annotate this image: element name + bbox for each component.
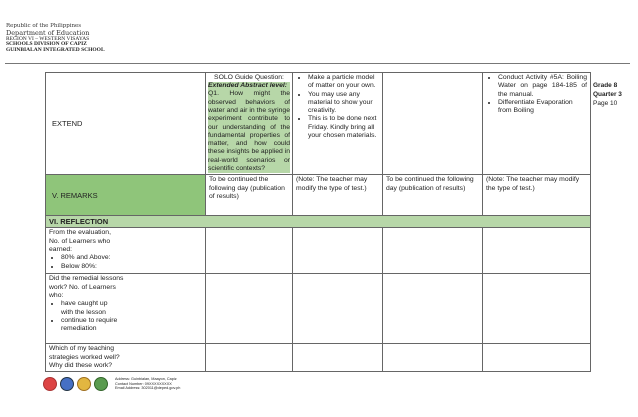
lesson-plan-table [45,72,591,372]
strategies-cell [46,344,206,372]
reflection-heading-row [46,216,591,228]
strategies-text: Which of my teaching strategies worked well? Why did these work? [49,345,120,369]
page-info [593,82,622,108]
remarks-cell-3: To be continued the following day (publication of results) [383,175,483,216]
header-divider [5,63,630,64]
republic-line: Republic of the Philippines [6,23,82,29]
activities-cell [483,73,591,175]
footer-address: Address: Guinbialan, Maayon, Capiz [115,377,177,382]
empty-cell [293,228,383,274]
remarks-cell-2: (Note: The teacher may modify the type of test.) [293,175,383,216]
empty-cell [293,274,383,344]
empty-cell [206,228,293,274]
deped-logo-icon [43,377,57,391]
empty-cell [383,344,483,372]
list-item: • This is to be done next Friday. Kindly bring all your chosen materials. [308,115,379,140]
activities-list [486,74,587,115]
remarks-cell-1: To be continued the following day (publication of results) [206,175,293,216]
evaluation-cell [46,228,206,274]
division-seal-icon [60,377,74,391]
empty-cell [383,274,483,344]
level-label: Extended Abstract level: [208,82,290,90]
list-item: • have caught up with the lesson [61,300,121,317]
school-seal-icon [94,377,108,391]
list-item: • You may use any material to show your creativity. [308,91,379,116]
solo-title: SOLO Guide Question: [214,74,284,81]
document-header [6,24,105,54]
remedial-row [46,274,591,344]
list-item: • continue to require remediation [61,317,121,334]
empty-cell [206,274,293,344]
division-line: SCHOOLS DIVISION OF CAPIZ [6,41,87,48]
list-item: • Differentiate Evaporation from Boiling [498,99,587,116]
empty-cell [483,274,591,344]
bagong-pilipinas-icon [77,377,91,391]
list-item: • Below 80%: [61,263,202,271]
footer-contact-number: Contact Number: 09XXXXXXXXX [115,381,172,386]
list-item: • 80% and Above: [61,254,202,262]
footer-email: Email Address: 302011@deped.gov.ph [115,386,181,391]
instructions-cell [293,73,383,175]
evaluation-row [46,228,591,274]
empty-cell [483,344,591,372]
extend-label: EXTEND [46,73,206,175]
list-item: • Conduct Activity #5A: Boiling Water on page 184-185 of the manual. [498,74,587,99]
quarter-label: Quarter 3 [593,90,622,98]
extend-row [46,73,591,175]
region-line: REGION VI – WESTERN VISAYAS [6,35,90,42]
empty-cell [483,228,591,274]
department-line: Department of Education [6,28,90,37]
instructions-list [296,74,379,140]
school-line: GUINBIALAN INTEGRATED SCHOOL [6,47,105,54]
solo-question-cell [206,73,293,175]
remedial-cell [46,274,206,344]
remedial-list [49,300,121,333]
solo-question: Q1. How might the observed behaviors of water and air in the syringe experiment contribute to our understanding of the fundamental properties of matter, and how could these insights be applied in real-world scenarios or scientific contexts? [208,90,290,172]
page-number: Page 10 [593,99,618,107]
evaluation-list [49,254,202,271]
footer-contact [115,377,180,390]
empty-cell [383,73,483,175]
strategies-row [46,344,591,372]
remarks-cell-4: (Note: The teacher may modify the type of test.) [483,175,591,216]
evaluation-text: From the evaluation, No. of Learners who earned: [49,229,111,253]
remedial-text: Did the remedial lessons work? No. of Learners who: [49,275,124,299]
grade-label: Grade 8 [593,82,618,89]
reflection-heading: VI. REFLECTION [46,216,591,228]
empty-cell [293,344,383,372]
remarks-row [46,175,591,216]
footer [43,377,180,391]
list-item: • Make a particle model of matter on your own. [308,74,379,91]
empty-cell [383,228,483,274]
empty-cell [206,344,293,372]
remarks-label: V. REMARKS [46,175,206,216]
